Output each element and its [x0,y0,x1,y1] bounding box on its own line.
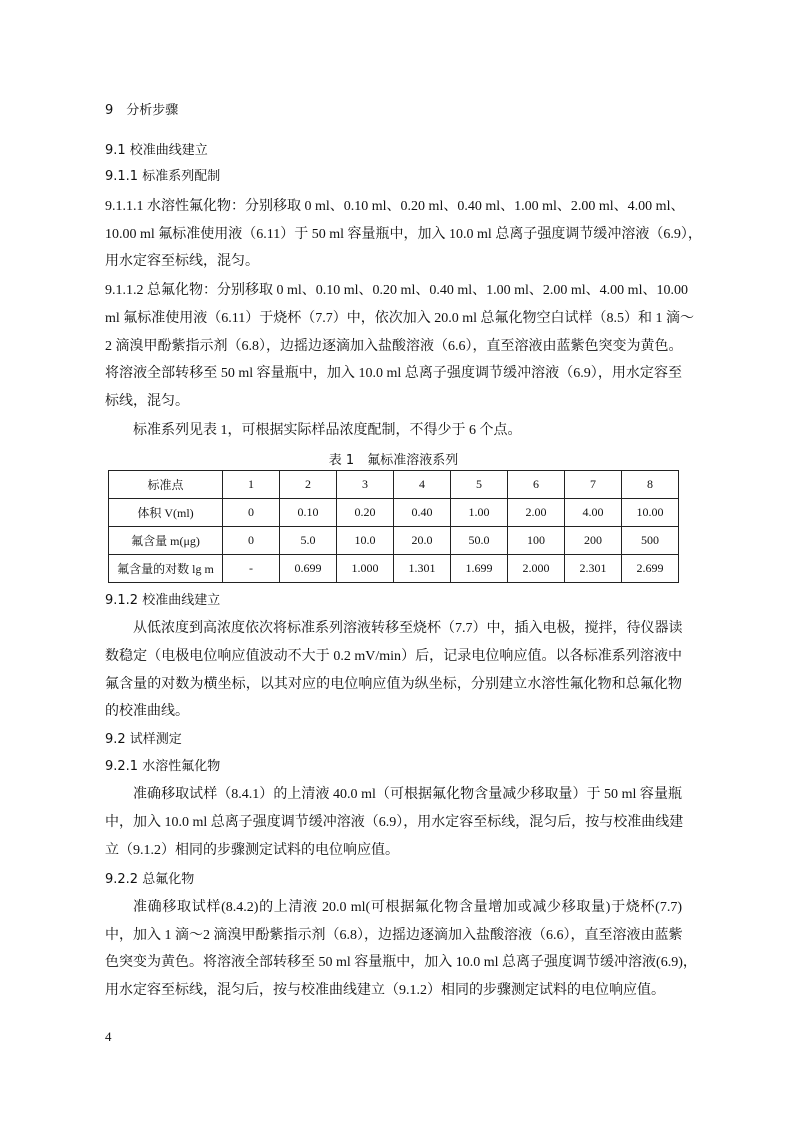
table-cell: 6 [508,471,565,499]
table-cell: 4.00 [565,499,622,527]
row-header-cell: 氟含量 m(μg) [109,527,223,555]
fluoride-standard-table [108,470,679,583]
table-cell: 200 [565,527,622,555]
table-cell: 4 [394,471,451,499]
table-cell: 1.301 [394,555,451,583]
table-cell: 8 [622,471,679,499]
paragraph-line: 从低浓度到高浓度依次将标准系列溶液转移至烧杯（7.7）中，插入电极，搅拌，待仪器读 [133,621,683,636]
paragraph-line: 10.00 ml 氟标准使用液（6.11）于 50 ml 容量瓶中，加入 10.0 ml 总离子强度调节缓冲溶液（6.9）， [105,227,702,242]
paragraph-line: 立（9.1.2）相同的步骤测定试料的电位响应值。 [105,843,399,858]
section-heading-9-1-2: 9.1.2 校准曲线建立 [105,593,221,608]
table-cell: 7 [565,471,622,499]
table-cell: 10.0 [337,527,394,555]
row-header-cell: 氟含量的对数 lg m [109,555,223,583]
paragraph-line: 9.1.1.2 总氟化物：分别移取 0 ml、0.10 ml、0.20 ml、0.40 ml、1.00 ml、2.00 ml、4.00 ml、10.00 [105,283,688,298]
paragraph-line: 9.1.1.1 水溶性氟化物：分别移取 0 ml、0.10 ml、0.20 ml、0.40 ml、1.00 ml、2.00 ml、4.00 ml、 [105,199,685,214]
table-cell: 2.00 [508,499,565,527]
table-cell: 0.10 [280,499,337,527]
paragraph-line: 氟含量的对数为横坐标，以其对应的电位响应值为纵坐标，分别建立水溶性氟化物和总氟化物 [105,677,682,692]
paragraph-line: 的校准曲线。 [105,704,189,719]
table-cell: - [223,555,280,583]
table-cell: 3 [337,471,394,499]
paragraph-line: 用水定容至标线，混匀后，按与校准曲线建立（9.1.2）相同的步骤测定试料的电位响应值。 [105,983,665,998]
section-heading-9-1: 9.1 校准曲线建立 [105,143,208,158]
table-cell: 1.00 [451,499,508,527]
section-heading-9-2: 9.2 试样测定 [105,732,182,747]
table-cell: 2 [280,471,337,499]
paragraph-line: 色突变为黄色。将溶液全部转移至 50 ml 容量瓶中，加入 10.0 ml 总离子强度调节缓冲溶液(6.9)， [105,955,697,970]
paragraph-line: 标线，混匀。 [105,394,189,409]
table-cell: 0.40 [394,499,451,527]
table-row [109,555,679,583]
table-cell: 20.0 [394,527,451,555]
paragraph-line: 用水定容至标线，混匀。 [105,254,259,269]
table-cell: 10.00 [622,499,679,527]
table-caption: 表 1 氟标准溶液系列 [328,453,459,468]
paragraph-line: 中，加入 1 滴～2 滴溴甲酚紫指示剂（6.8），边摇边逐滴加入盐酸溶液（6.6），直至溶液由蓝紫 [105,928,683,943]
table-cell: 2.000 [508,555,565,583]
paragraph-line: 准确移取试样（8.4.1）的上清液 40.0 ml（可根据氟化物含量减少移取量）于 50 ml 容量瓶 [133,787,682,802]
paragraph-line: ml 氟标准使用液（6.11）于烧杯（7.7）中，依次加入 20.0 ml 总氟化物空白试样（8.5）和 1 滴～ [105,311,695,326]
table-cell: 0 [223,499,280,527]
paragraph-line: 2 滴溴甲酚紫指示剂（6.8），边摇边逐滴加入盐酸溶液（6.6），直至溶液由蓝紫色突变为黄色。 [105,339,683,354]
row-header-cell: 标准点 [109,471,223,499]
table-row [109,499,679,527]
table-cell: 5 [451,471,508,499]
table-cell: 1.699 [451,555,508,583]
paragraph-line: 准确移取试样(8.4.2)的上清液 20.0 ml(可根据氟化物含量增加或减少移取量)于烧杯(7.7) [133,900,682,915]
table-cell: 0.699 [280,555,337,583]
table-row [109,471,679,499]
table-cell: 2.699 [622,555,679,583]
paragraph-line: 将溶液全部转移至 50 ml 容量瓶中，加入 10.0 ml 总离子强度调节缓冲溶液（6.9），用水定容至 [105,366,682,381]
section-heading-9-2-2: 9.2.2 总氟化物 [105,872,195,887]
table-cell: 0 [223,527,280,555]
table-cell: 500 [622,527,679,555]
paragraph-line: 数稳定（电极电位响应值波动不大于 0.2 mV/min）后，记录电位响应值。以各标准系列溶液中 [105,649,682,664]
page-number: 4 [105,1029,112,1044]
section-heading-9-2-1: 9.2.1 水溶性氟化物 [105,759,221,774]
section-heading-9: 9 分析步骤 [105,103,179,118]
paragraph-line: 中，加入 10.0 ml 总离子强度调节缓冲溶液（6.9），用水定容至标线，混匀后，按与校准曲线建 [105,815,684,830]
row-header-cell: 体积 V(ml) [109,499,223,527]
paragraph-line: 标准系列见表 1，可根据实际样品浓度配制，不得少于 6 个点。 [133,423,522,438]
table-cell: 2.301 [565,555,622,583]
table-cell: 1 [223,471,280,499]
table-cell: 5.0 [280,527,337,555]
section-heading-9-1-1: 9.1.1 标准系列配制 [105,169,221,184]
table-cell: 100 [508,527,565,555]
table-cell: 50.0 [451,527,508,555]
table-cell: 1.000 [337,555,394,583]
table-cell: 0.20 [337,499,394,527]
table-row [109,527,679,555]
